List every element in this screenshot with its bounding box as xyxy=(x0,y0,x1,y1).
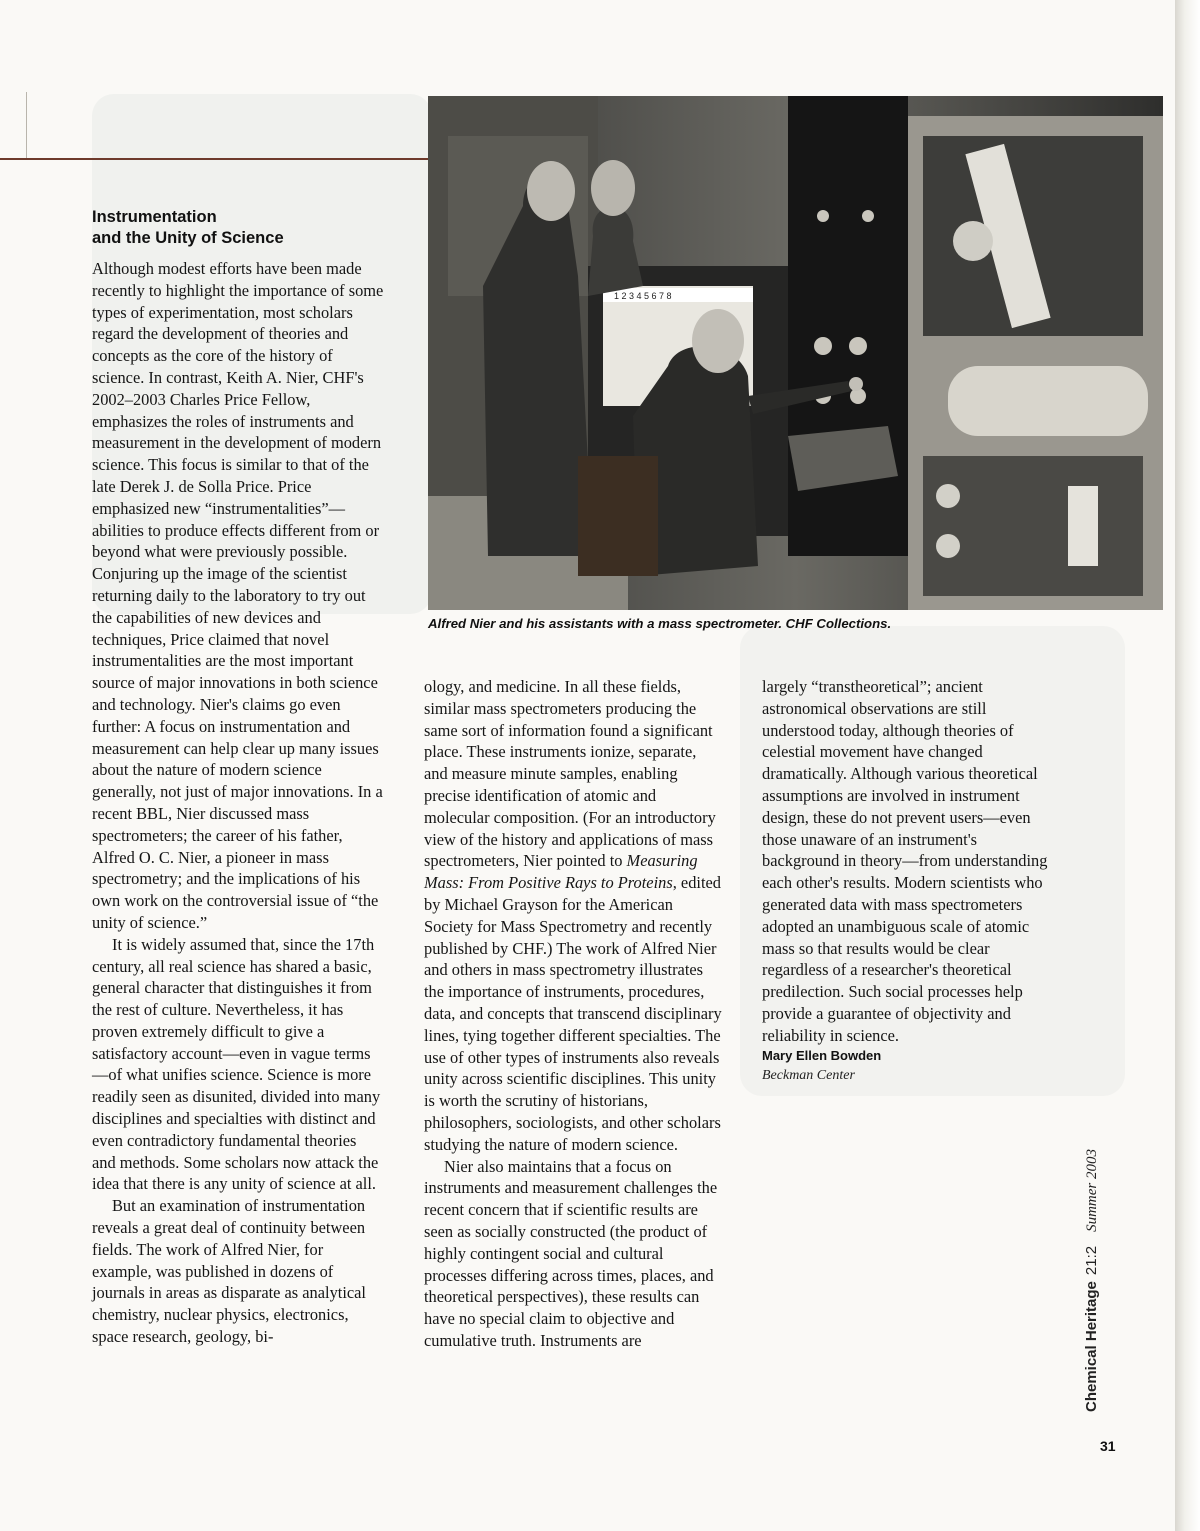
col3-paragraph-1: largely “transtheoretical”; ancient astronomical observations are still understood today, although theories of celestial movement have changed dramatically. Although various theoretical assumptions are involved in instrument design, these do not prevent users—even those unaware of an instrument's background in theory—from understanding each other's results. Modern scientists who generated data with mass spectrometers adopted an unambiguous scale of atomic mass so that results would be clear regardless of a researcher's theoretical predilection. Such social processes help provide a guarantee of objectivity and reliability in science. xyxy=(762,677,1048,1045)
publication-name: Chemical Heritage xyxy=(1083,1281,1100,1412)
volume-number: 21:2 xyxy=(1083,1245,1100,1276)
heading-line-1: Instrumentation xyxy=(92,208,217,226)
col1-paragraph-1: Although modest efforts have been made recently to highlight the importance of some types of experimentation, most scholars regard the development of theories and concepts as the core of the history of science. In contrast, Keith A. Nier, CHF's 2002–2003 Charles Price Fellow, emphasizes the roles of instruments and measurement in the development of modern science. This focus is similar to that of the late Derek J. de Solla Price. Price emphasized new “instrumentalities”—abilities to produce effects different from or beyond what were previously possible. Conjuring up the image of the scientist returning daily to the laboratory to try out the capabilities of new devices and techniques, Price claimed that novel instrumentalities are the most important source of major innovations in both science and technology. Nier's claims go even further: A focus on instrumentation and measurement can help clear up many issues about the nature of modern science generally, not just of major innovations. In a recent BBL, Nier discussed mass spectrometers; the career of his father, Alfred O. C. Nier, a pioneer in mass spectrometry; and the implications of his own work on the controversial issue of “the unity of science.” xyxy=(92,259,384,932)
author-name: Mary Ellen Bowden xyxy=(762,1048,882,1063)
running-footer xyxy=(1083,1012,1101,1412)
rule-tick xyxy=(26,92,27,158)
historical-photo xyxy=(428,96,1163,610)
heading-line-2: and the Unity of Science xyxy=(92,229,284,247)
col1-paragraph-3: But an examination of instrumentation reveals a great deal of continuity between fields. The work of Alfred Nier, for example, was published in dozens of journals in areas as disparate as analytical chemistry, nuclear physics, electronics, space research, geology, bi- xyxy=(92,1196,366,1347)
issue-season: Summer 2003 xyxy=(1084,1148,1100,1232)
col1-paragraph-2: It is widely assumed that, since the 17th century, all real science has shared a basic, general character that distinguishes it from the rest of culture. Nevertheless, it has proven extremely difficult to give a satisfactory account—even in vague terms—of what unifies science. Science is more readily seen as disunited, divided into many disciplines and specialties with distinct and even contradictory fundamental theories and methods. Some scholars now attack the idea that there is any unity of science at all. xyxy=(92,934,381,1194)
recorder-scale: 1 2 3 4 5 6 7 8 xyxy=(614,291,672,301)
article-heading xyxy=(92,207,412,249)
photo-illustration xyxy=(428,96,1163,610)
column-1 xyxy=(92,258,384,1348)
col2-text-a: ology, and medicine. In all these fields, similar mass spectrometers producing the same sort of information found a significant place. These instruments ionize, separate, and measure minute samples, enabling precise identification of atomic and molecular composition. (For an introductory view of the history and applications of mass spectrometers, Nier pointed to xyxy=(424,677,716,871)
col2-paragraph-2: Nier also maintains that a focus on instruments and measurement challenges the recent concern that if scientific results are seen as socially constructed (the product of highly contingent social and cultural processes differing across times, places, and theoretical perspectives), these results can have no special claim to objective and cumulative truth. Instruments are xyxy=(424,1156,718,1350)
col2-paragraph-1 xyxy=(424,676,724,1156)
col2-text-b: , edited by Michael Grayson for the American Society for Mass Spectrometry and recently published by CHF.) The work of Alfred Nier and others in mass spectrometry illustrates the importance of instruments, procedures, data, and concepts that transcend disciplinary lines, tying together different specialties. The use of other types of instruments also reveals unity across scientific disciplines. This unity is worth the scrutiny of historians, philosophers, sociologists, and other scholars studying the nature of modern science. xyxy=(424,873,722,1154)
chair xyxy=(578,456,658,576)
author-affiliation: Beckman Center xyxy=(762,1068,855,1083)
page-number: 31 xyxy=(1100,1438,1116,1454)
section-rule xyxy=(0,158,428,160)
page-edge xyxy=(1175,0,1200,1531)
book-title: Measuring Mass: From Positive Rays to Proteins xyxy=(424,851,698,893)
column-3 xyxy=(762,676,1058,1047)
photo-caption: Alfred Nier and his assistants with a mass spectrometer. CHF Collections. xyxy=(428,616,892,631)
column-2 xyxy=(424,676,724,1352)
